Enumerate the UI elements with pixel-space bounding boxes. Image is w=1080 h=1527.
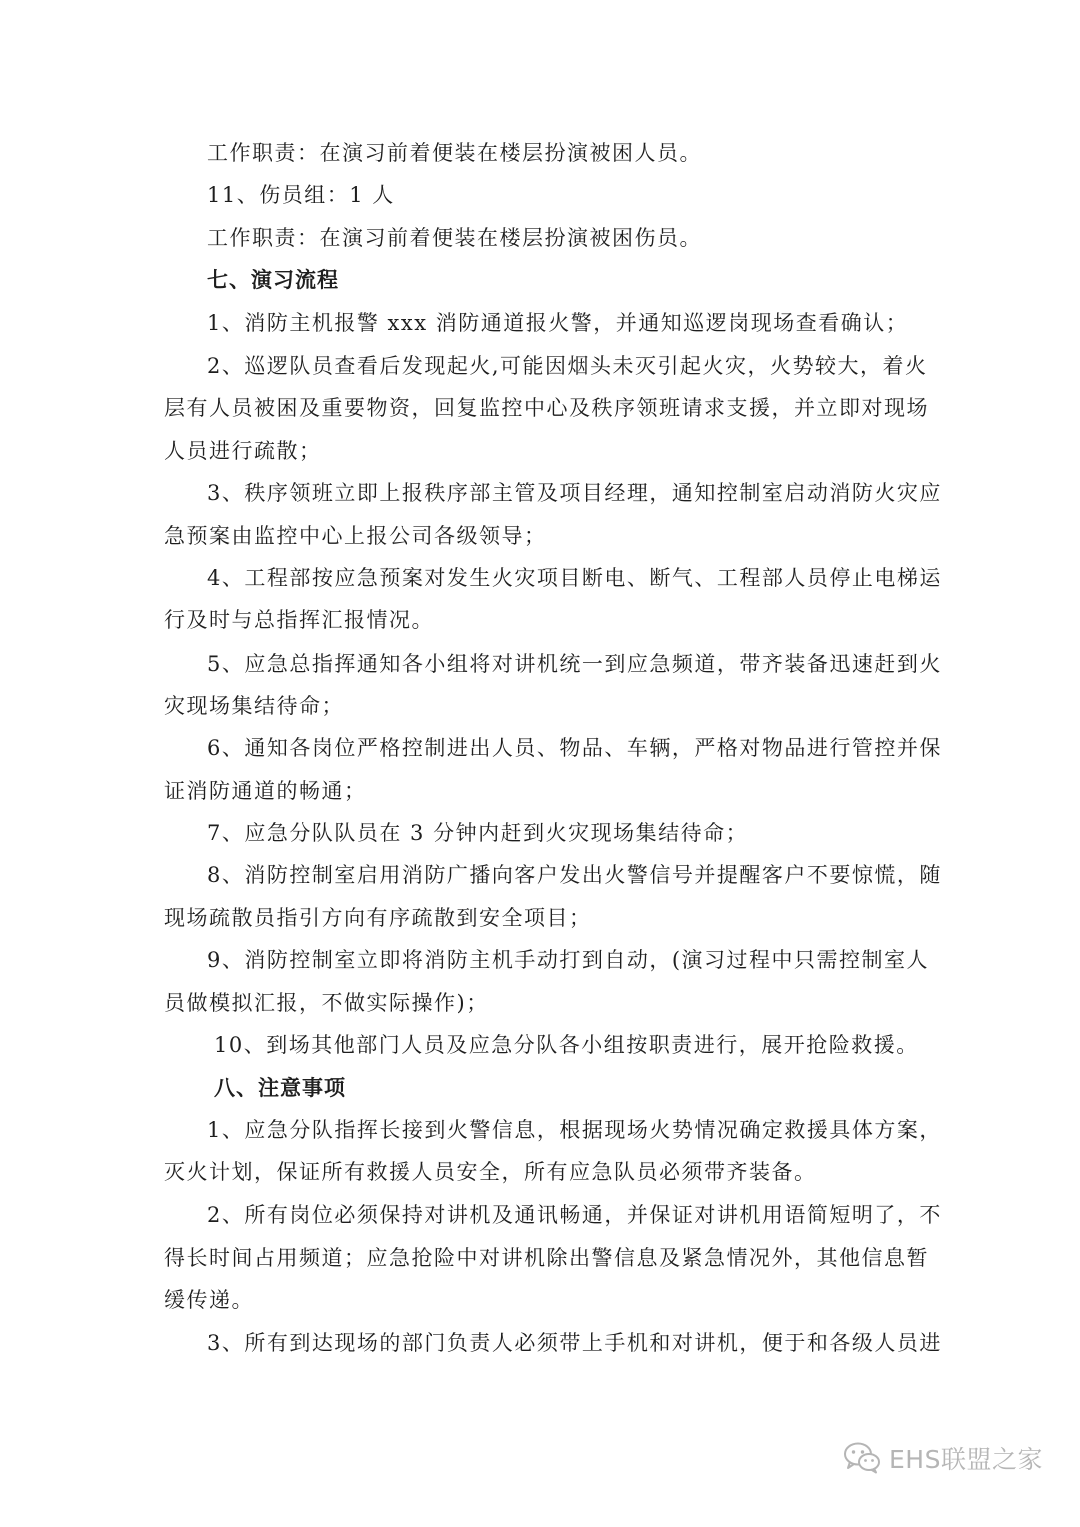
list-item: 6、通知各岗位严格控制进出人员、物品、车辆，严格对物品进行管控并保 <box>207 736 942 760</box>
list-item: 2、所有岗位必须保持对讲机及通讯畅通，并保证对讲机用语简短明了，不 <box>207 1203 942 1227</box>
list-item: 9、消防控制室立即将消防主机手动打到自动，(演习过程中只需控制室人 <box>207 948 930 972</box>
list-item: 5、应急总指挥通知各小组将对讲机统一到应急频道，带齐装备迅速赶到火 <box>207 652 942 676</box>
duty-line: 工作职责：在演习前着便装在楼层扮演被困伤员。 <box>207 226 702 250</box>
list-item-continuation: 员做模拟汇报，不做实际操作)； <box>164 991 489 1015</box>
list-item: 1、消防主机报警 xxx 消防通道报火警，并通知巡逻岗现场查看确认； <box>207 311 909 335</box>
list-item: 2、巡逻队员查看后发现起火,可能因烟头未灭引起火灾，火势较大，着火 <box>207 354 928 378</box>
section-heading: 八、注意事项 <box>214 1075 346 1100</box>
list-item-continuation: 行及时与总指挥汇报情况。 <box>164 608 434 632</box>
wechat-icon <box>843 1442 881 1474</box>
list-item: 11、伤员组：1 人 <box>207 183 395 207</box>
list-item: 7、应急分队队员在 3 分钟内赶到火灾现场集结待命； <box>207 821 749 845</box>
list-item-continuation: 证消防通道的畅通； <box>164 779 367 803</box>
list-item-continuation: 得长时间占用频道；应急抢险中对讲机除出警信息及紧急情况外，其他信息暂 <box>164 1246 929 1270</box>
list-item-continuation: 人员进行疏散； <box>164 439 322 463</box>
list-item: 10、到场其他部门人员及应急分队各小组按职责进行，展开抢险救援。 <box>214 1033 919 1057</box>
section-heading: 七、演习流程 <box>207 267 339 292</box>
list-item: 3、所有到达现场的部门负责人必须带上手机和对讲机，便于和各级人员进 <box>207 1331 942 1355</box>
list-item: 3、秩序领班立即上报秩序部主管及项目经理，通知控制室启动消防火灾应 <box>207 481 942 505</box>
watermark-text: EHS联盟之家 <box>889 1445 1043 1474</box>
list-item: 8、消防控制室启用消防广播向客户发出火警信号并提醒客户不要惊慌，随 <box>207 863 942 887</box>
duty-line: 工作职责：在演习前着便装在楼层扮演被困人员。 <box>207 141 702 165</box>
list-item-continuation: 现场疏散员指引方向有序疏散到安全项目； <box>164 906 592 930</box>
list-item: 4、工程部按应急预案对发生火灾项目断电、断气、工程部人员停止电梯运 <box>207 566 942 590</box>
list-item-continuation: 缓传递。 <box>164 1288 254 1312</box>
watermark <box>843 1438 1043 1478</box>
list-item: 1、应急分队指挥长接到火警信息，根据现场火势情况确定救援具体方案， <box>207 1118 942 1142</box>
list-item-continuation: 层有人员被困及重要物资，回复监控中心及秩序领班请求支援，并立即对现场 <box>164 396 929 420</box>
list-item-continuation: 灾现场集结待命； <box>164 694 344 718</box>
list-item-continuation: 灭火计划，保证所有救援人员安全，所有应急队员必须带齐装备。 <box>164 1160 817 1184</box>
list-item-continuation: 急预案由监控中心上报公司各级领导； <box>164 524 547 548</box>
